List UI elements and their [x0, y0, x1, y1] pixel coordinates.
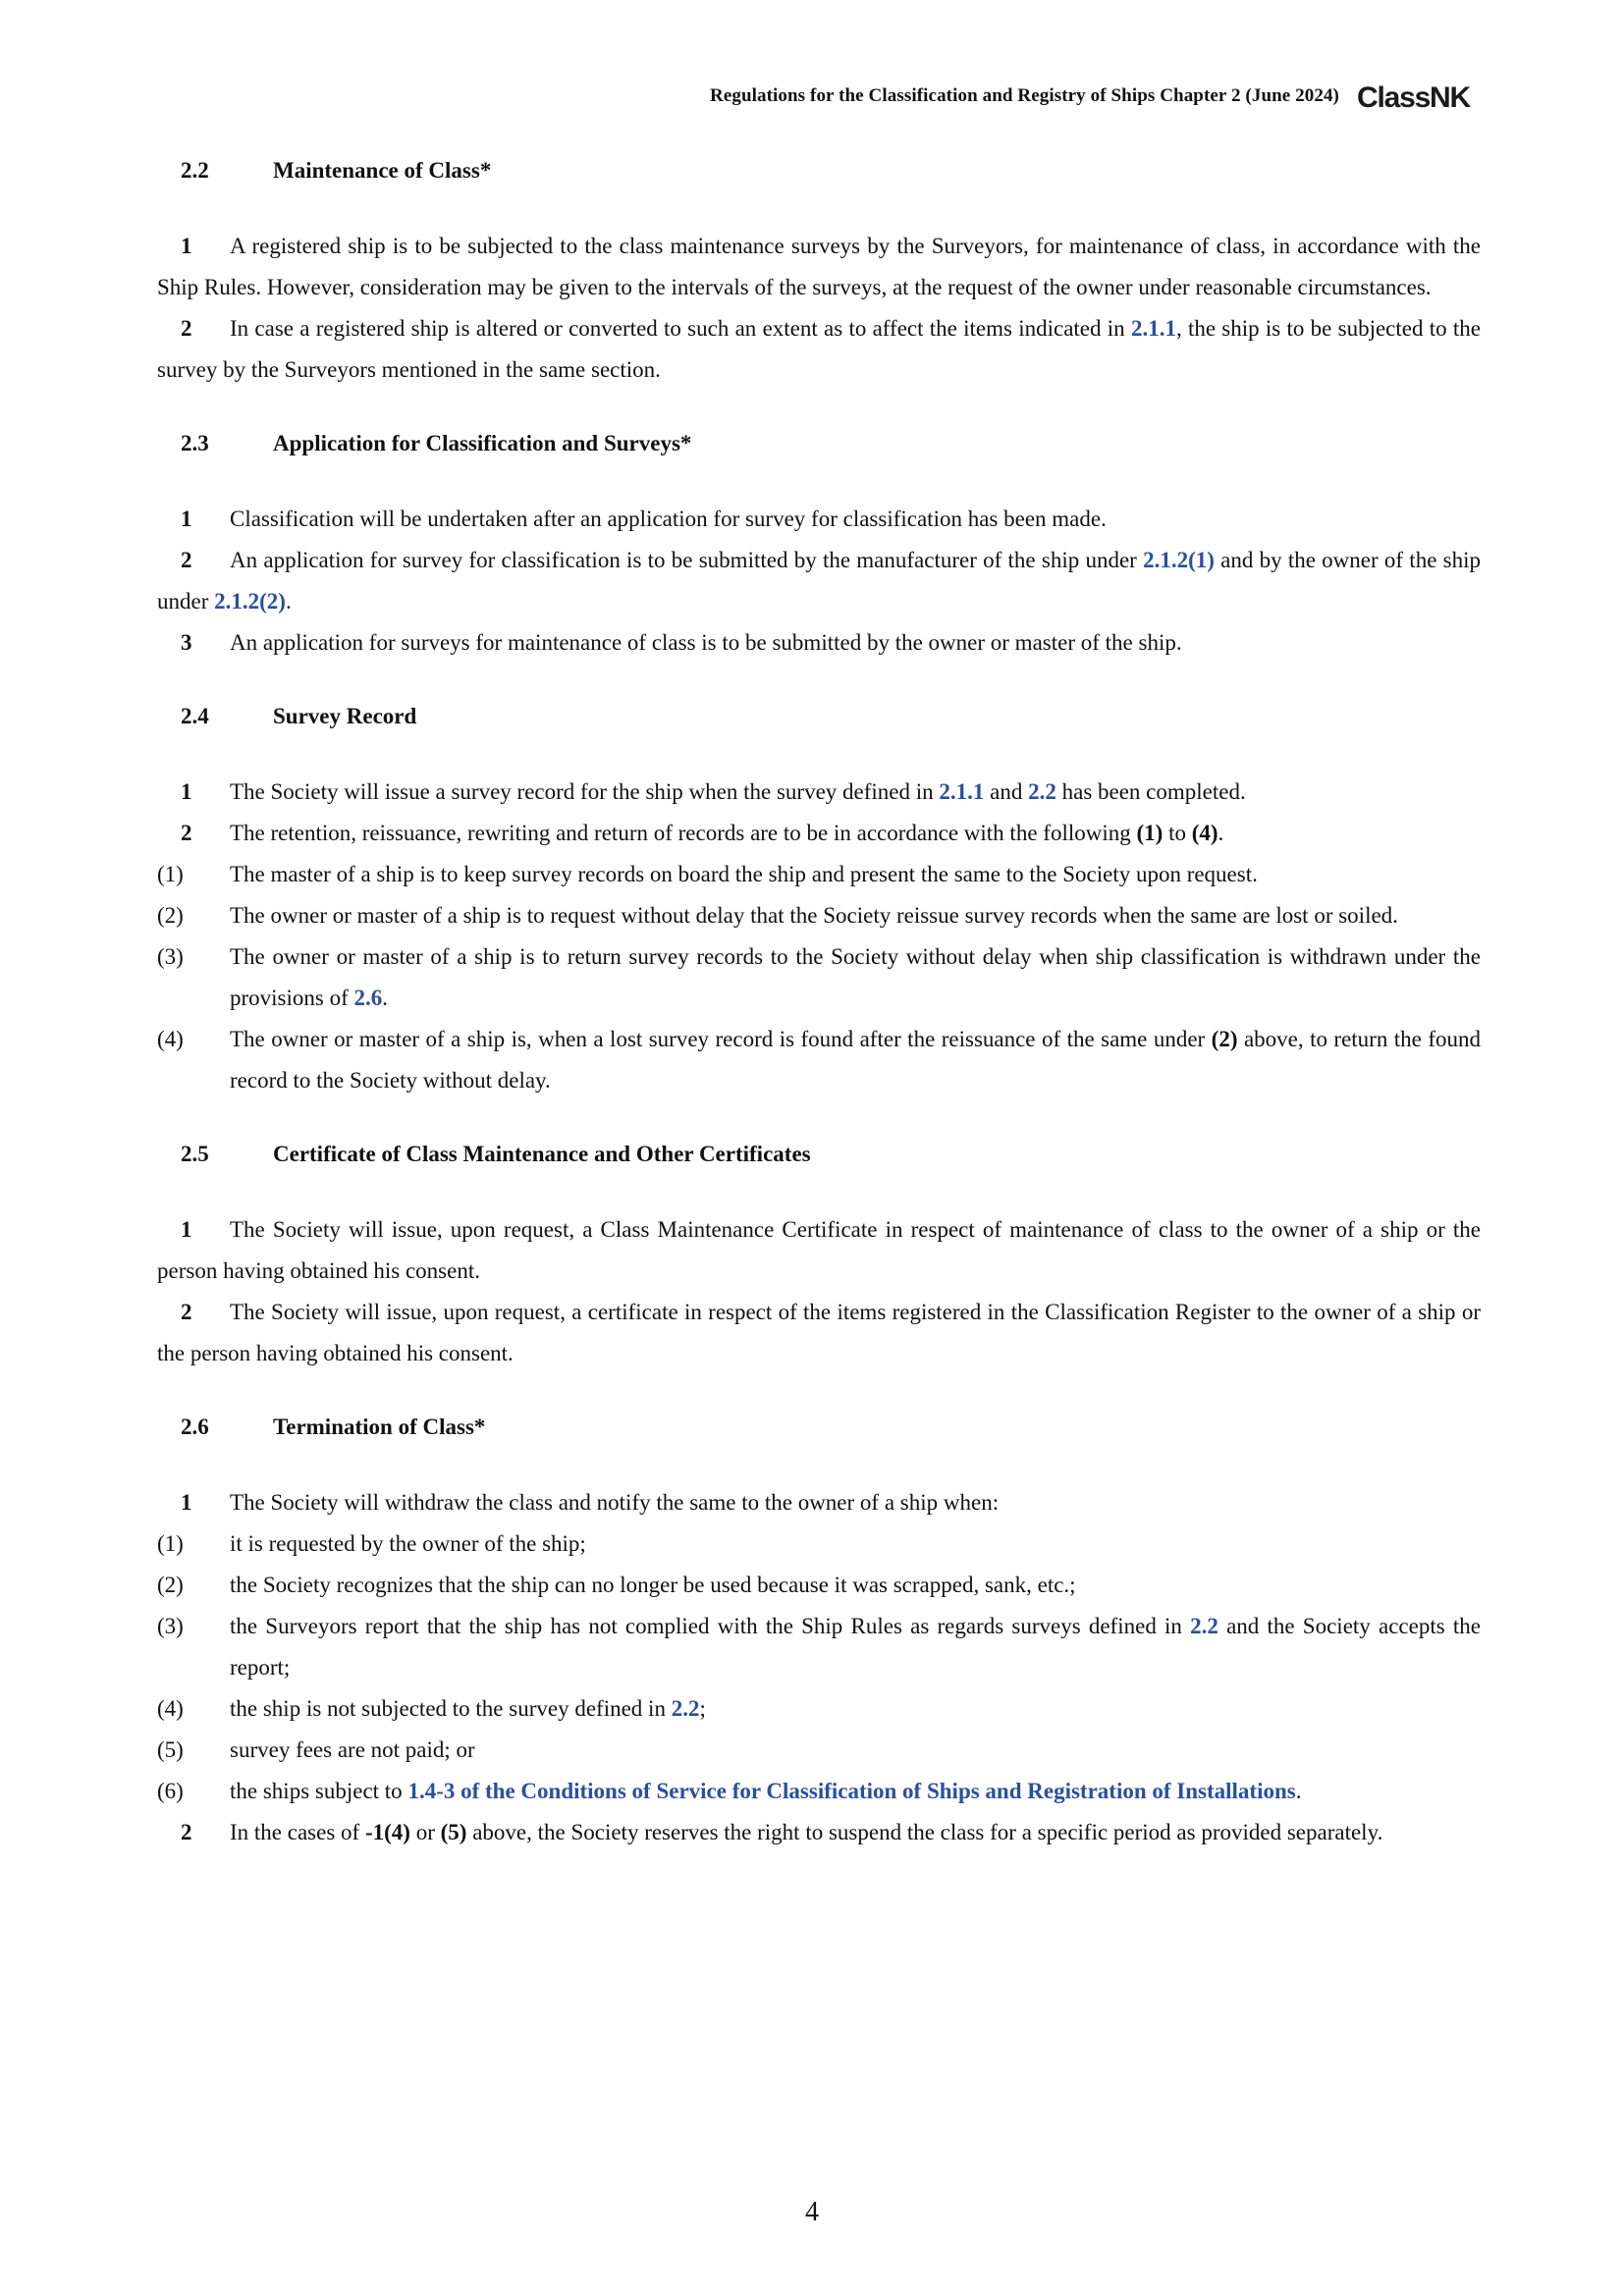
- paragraph: 1 The Society will issue a survey record for the ship when the survey defined in 2.1.1 and 2.2 has been completed.: [181, 779, 1246, 804]
- reference-link[interactable]: 2.1.1: [1130, 316, 1176, 341]
- svg-text:ClassNK: ClassNK: [1357, 81, 1470, 114]
- paragraph: 2 The retention, reissuance, rewriting and return of records are to be in accordance with the following (1) to (4).: [181, 821, 1224, 845]
- reference-link[interactable]: 2.2: [671, 1696, 700, 1721]
- paragraph: 2 In the cases of -1(4) or (5) above, the Society reserves the right to suspend the class for a specific period as provided separately.: [181, 1820, 1383, 1844]
- list-item: (2) The owner or master of a ship is to request without delay that the Society reissue survey records when the same are lost or soiled.: [157, 903, 1398, 928]
- header-title: Regulations for the Classification and Registry of Ships Chapter 2 (June 2024): [710, 85, 1339, 106]
- list-item: (2) the Society recognizes that the ship can no longer be used because it was scrapped, sank, etc.;: [157, 1573, 1076, 1597]
- reference-link[interactable]: 2.1.1: [939, 779, 985, 804]
- document-body: [157, 157, 1481, 1853]
- section-heading-2-6: 2.6 Termination of Class*: [181, 1415, 486, 1439]
- paragraph: 1 The Society will issue, upon request, a Class Maintenance Certificate in respect of maintenance of class to the owner of a ship or the person having obtained his consent.: [157, 1217, 1481, 1283]
- section-heading-2-4: 2.4 Survey Record: [181, 704, 417, 728]
- list-item: (6) the ships subject to 1.4-3 of the Conditions of Service for Classification of Ships and Registration of Installations.: [157, 1779, 1302, 1803]
- paragraph: 1 Classification will be undertaken after an application for survey for classification has been made.: [181, 507, 1107, 531]
- reference-link[interactable]: 2.6: [353, 986, 383, 1010]
- reference-link[interactable]: 2.1.2(1): [1143, 548, 1215, 572]
- paragraph: 2 The Society will issue, upon request, a certificate in respect of the items registered in the Classification Register to the owner of a ship or the person having obtained his consent.: [157, 1300, 1481, 1365]
- paragraph: 1 A registered ship is to be subjected to the class maintenance surveys by the Surveyors, for maintenance of class, in accordance with the Ship Rules. However, consideration may be given to the intervals of the surveys, at the request of the owner under reasonable circumstances.: [157, 234, 1481, 299]
- reference-link[interactable]: 1.4-3 of the Conditions of Service for Classification of Ships and Registration of Installations: [407, 1779, 1296, 1803]
- paragraph: 2 An application for survey for classification is to be submitted by the manufacturer of the ship under 2.1.2(1) and by the owner of the ship under 2.1.2(2).: [157, 548, 1481, 614]
- page-header: [710, 77, 1479, 116]
- list-item: (4) the ship is not subjected to the survey defined in 2.2;: [157, 1696, 706, 1721]
- page-number: 4: [805, 2197, 819, 2227]
- paragraph: 2 In case a registered ship is altered or converted to such an extent as to affect the items indicated in 2.1.1, the ship is to be subjected to the survey by the Surveyors mentioned in the same section.: [157, 316, 1481, 382]
- section-heading-2-5: 2.5 Certificate of Class Maintenance and Other Certificates: [181, 1142, 811, 1166]
- section-heading-2-3: 2.3 Application for Classification and Surveys*: [181, 431, 692, 455]
- paragraph: 3 An application for surveys for maintenance of class is to be submitted by the owner or master of the ship.: [181, 630, 1182, 655]
- list-item: (5) survey fees are not paid; or: [157, 1737, 475, 1762]
- list-item: (3) the Surveyors report that the ship has not complied with the Ship Rules as regards surveys defined in 2.2 and the Society accepts the report;: [157, 1614, 1481, 1680]
- section-heading-2-2: 2.2 Maintenance of Class*: [181, 158, 492, 183]
- list-item: (1) it is requested by the owner of the ship;: [157, 1531, 586, 1556]
- list-item: (4) The owner or master of a ship is, when a lost survey record is found after the reissuance of the same under (2) above, to return the found record to the Society without delay.: [157, 1027, 1481, 1093]
- classnk-logo: [1355, 79, 1479, 114]
- list-item: (1) The master of a ship is to keep survey records on board the ship and present the same to the Society upon request.: [157, 862, 1258, 886]
- list-item: (3) The owner or master of a ship is to return survey records to the Society without delay when ship classification is withdrawn under the provisions of 2.6.: [157, 944, 1481, 1010]
- reference-link[interactable]: 2.1.2(2): [214, 589, 286, 614]
- reference-link[interactable]: 2.2: [1190, 1614, 1218, 1638]
- reference-link[interactable]: 2.2: [1028, 779, 1056, 804]
- paragraph: 1 The Society will withdraw the class and notify the same to the owner of a ship when:: [181, 1490, 1000, 1515]
